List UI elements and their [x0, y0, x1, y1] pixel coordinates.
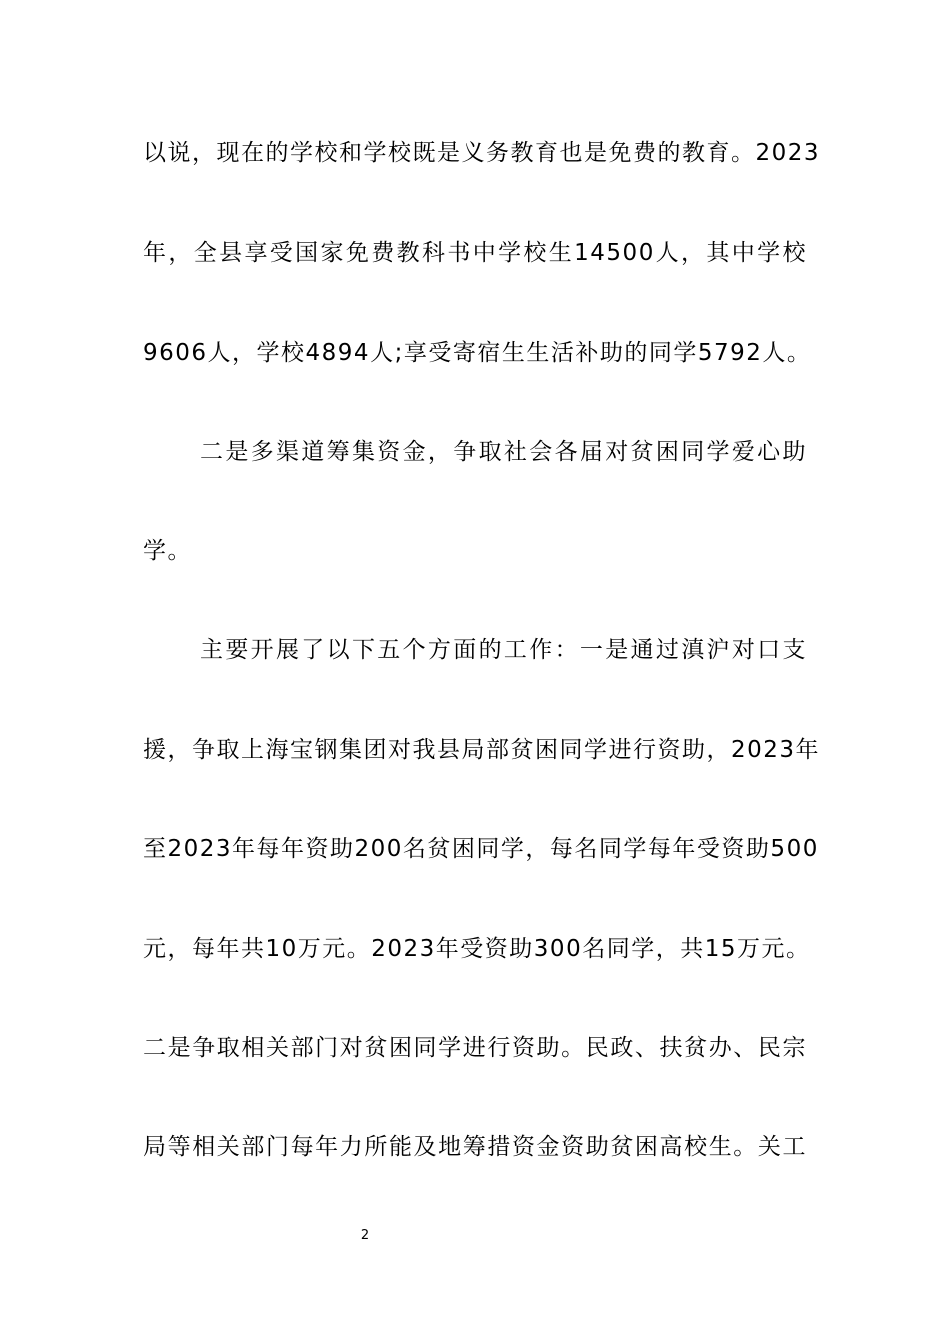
page-number: 2	[360, 1228, 370, 1243]
text-line: 9606人，学校4894人;享受寄宿生生活补助的同学5792人。	[143, 340, 812, 366]
text-line: 局等相关部门每年力所能及地筹措资金资助贫困高校生。关工	[143, 1134, 807, 1160]
paragraph-start-line: 二是多渠道筹集资金，争取社会各届对贫困同学爱心助	[200, 439, 807, 465]
paragraph-start-line: 主要开展了以下五个方面的工作：一是通过滇沪对口支	[200, 637, 807, 663]
text-line: 学。	[143, 538, 192, 564]
text-line: 元，每年共10万元。2023年受资助300名同学，共15万元。	[143, 936, 811, 962]
text-line: 年，全县享受国家免费教科书中学校生14500人，其中学校	[143, 240, 807, 266]
text-line: 二是争取相关部门对贫困同学进行资助。民政、扶贫办、民宗	[143, 1035, 807, 1061]
text-line: 援，争取上海宝钢集团对我县局部贫困同学进行资助，2023年	[143, 737, 821, 763]
text-line: 至2023年每年资助200名贫困同学，每名同学每年受资助500	[143, 836, 819, 862]
text-line: 以说，现在的学校和学校既是义务教育也是免费的教育。2023	[143, 140, 821, 166]
